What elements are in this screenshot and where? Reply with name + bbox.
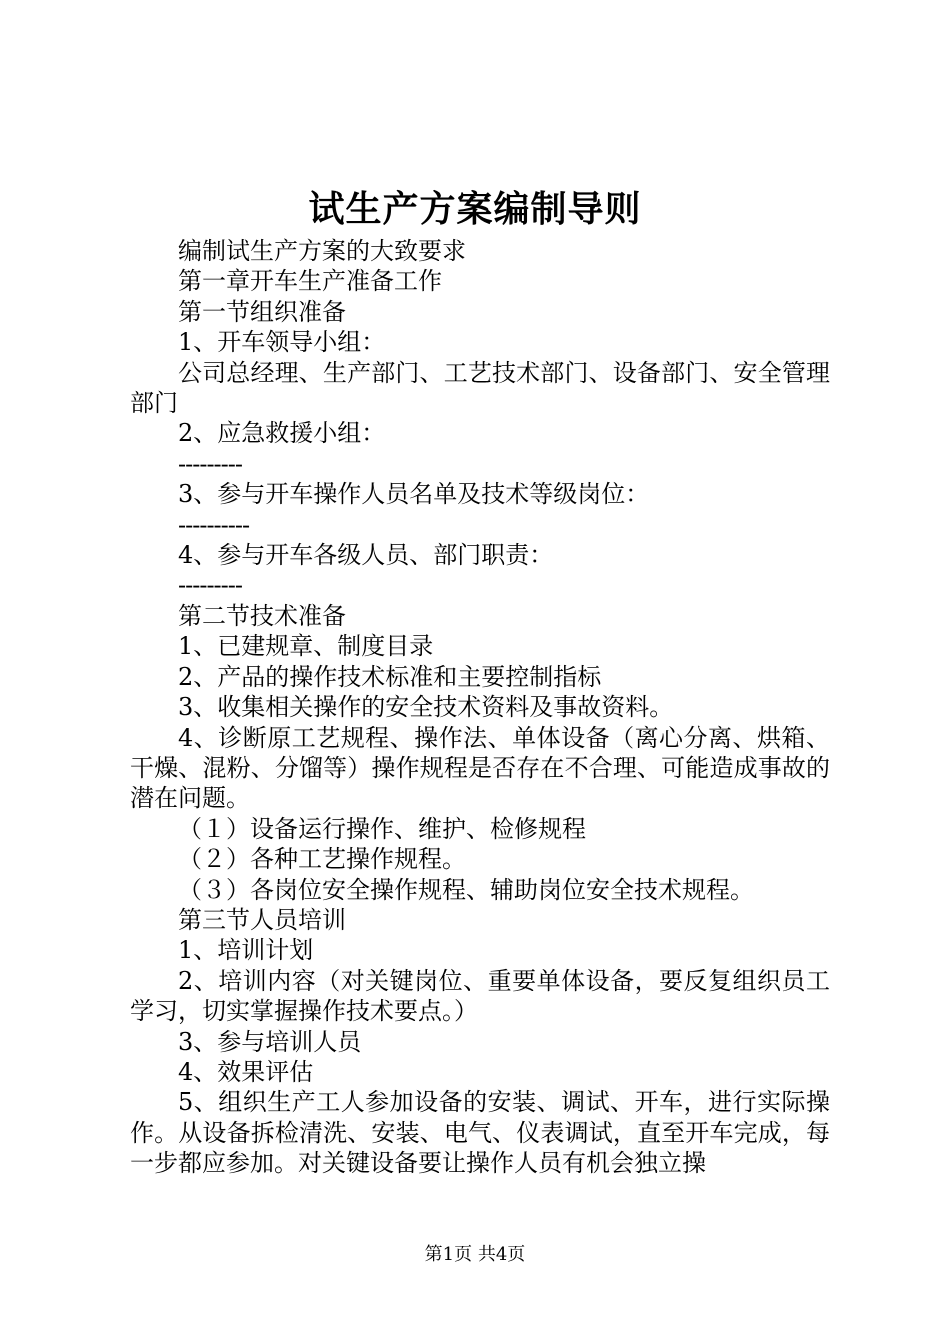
document-body [130, 236, 830, 1179]
paragraph: 2、培训内容（对关键岗位、重要单体设备，要反复组织员工学习，切实掌握操作技术要点。） [130, 966, 830, 1026]
blank-line: --------- [178, 571, 242, 600]
paragraph: 1、已建规章、制度目录 [178, 632, 434, 661]
paragraph: 4、效果评估 [178, 1057, 314, 1086]
paragraph: （３）各岗位安全操作规程、辅助岗位安全技术规程。 [178, 875, 754, 904]
paragraph: 编制试生产方案的大致要求 [178, 237, 466, 265]
paragraph: 2、产品的操作技术标准和主要控制指标 [178, 662, 602, 691]
paragraph: 公司总经理、生产部门、工艺技术部门、设备部门、安全管理部门 [130, 358, 830, 418]
paragraph: 3、收集相关操作的安全技术资料及事故资料。 [178, 693, 674, 722]
paragraph: 1、培训计划 [178, 936, 314, 965]
paragraph: （２）各种工艺操作规程。 [178, 845, 466, 874]
paragraph: 第一节组织准备 [178, 297, 346, 326]
paragraph: 5、组织生产工人参加设备的安装、调试、开车，进行实际操作。从设备拆检清洗、安装、电气、仪表调试，直至开车完成，每一步都应参加。对关键设备要让操作人员有机会独立操 [130, 1088, 830, 1178]
paragraph: （１）设备运行操作、维护、检修规程 [178, 814, 586, 843]
paragraph: 第三节人员培训 [178, 905, 346, 934]
paragraph: 3、参与培训人员 [178, 1027, 362, 1056]
paragraph: 第一章开车生产准备工作 [178, 267, 442, 296]
paragraph: 2、应急救援小组： [178, 419, 386, 448]
paragraph: 1、开车领导小组： [178, 328, 386, 357]
paragraph: 4、参与开车各级人员、部门职责： [178, 541, 554, 570]
paragraph: 4、诊断原工艺规程、操作法、单体设备（离心分离、烘箱、干燥、混粉、分馏等）操作规程是否存在不合理、可能造成事故的潜在问题。 [130, 723, 830, 813]
document-title: 试生产方案编制导则 [308, 188, 642, 230]
paragraph: 第二节技术准备 [178, 601, 346, 630]
page-footer: 第1页 共4页 [424, 1244, 526, 1265]
paragraph: 3、参与开车操作人员名单及技术等级岗位： [178, 480, 650, 509]
blank-line: --------- [178, 449, 242, 478]
blank-line: ---------- [178, 510, 250, 539]
